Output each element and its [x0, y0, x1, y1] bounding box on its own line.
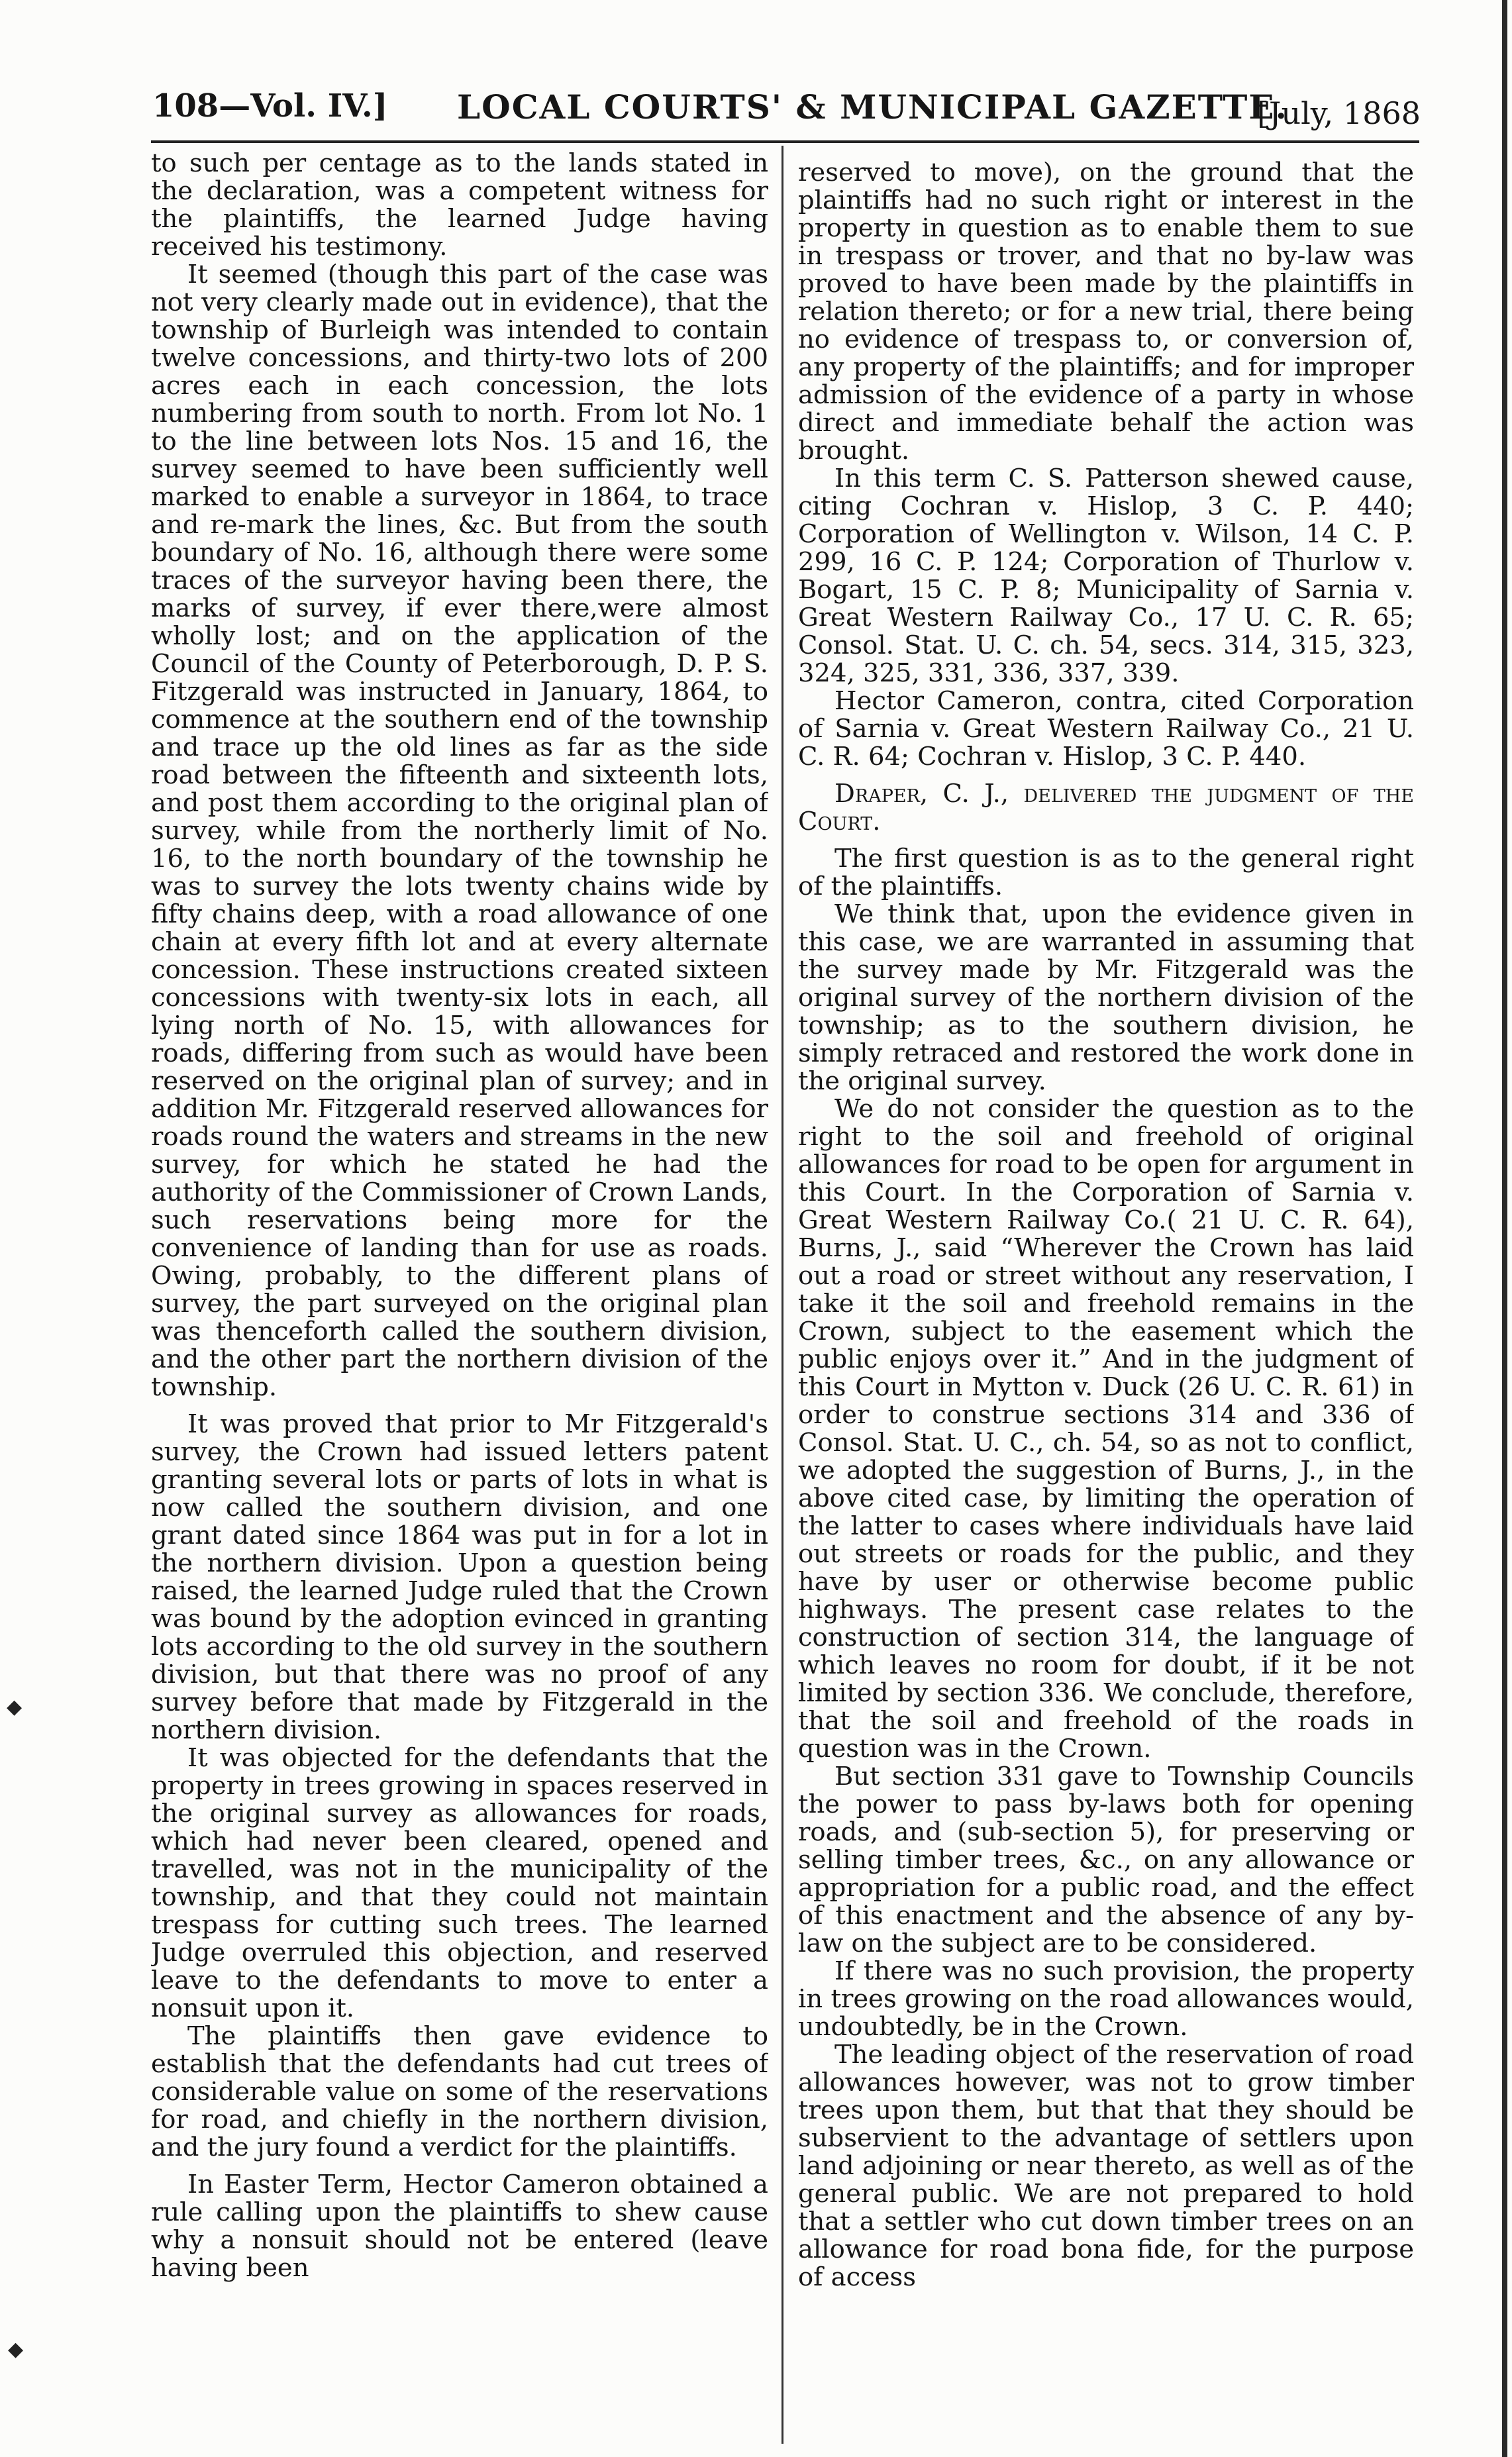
paragraph: It seemed (though this part of the case was not very clearly made out in evidence), that the township of Burleigh was intended to contain twelve concessions, and thirty-two lots of 200 acres each in each concession, the lots numbering from south to north. From lot No. 1 to the line between lots Nos. 15 and 16, the survey seemed to have been sufficiently well marked to enable a surveyor in 1864, to trace and re-mark the lines, &c. But from the south boundary of No. 16, although there were some traces of the surveyor having been there, the marks of survey, if ever there,were almost wholly lost; and on the application of the Council of the County of Peterborough, D. P. S. Fitzgerald was instructed in January, 1864, to commence at the southern end of the township and trace up the old lines as far as the side road between the fifteenth and sixteenth lots, and post them according to the original plan of survey, while from the northerly limit of No. 16, to the north boundary of the township he was to survey the lots twenty chains wide by fifty chains deep, with a road allowance of one chain at every fifth lot and at every alternate concession. These instructions created sixteen concessions with twenty-six lots in each, all lying north of No. 15, with allowances for roads, differing from such as would have been reserved on the original plan of survey; and in addition Mr. Fitzgerald reserved allowances for roads round the waters and streams in the new survey, for which he stated he had the authority of the Commissioner of Crown Lands, such reservations being more for the convenience of landing than for use as roads. Owing, probably, to the different plans of survey, the part surveyed on the original plan was thenceforth called the southern division, and the other part the northern division of the township.	[151, 260, 768, 1402]
paragraph: It was proved that prior to Mr Fitzgerald's survey, the Crown had issued letters patent granting several lots or parts of lots in what is now called the southern division, and one grant dated since 1864 was put in for a lot in the northern division. Upon a question being raised, the learned Judge ruled that the Crown was bound by the adoption evinced in granting lots according to the old survey in the southern division, but that there was no proof of any survey before that made by Fitzgerald in the northern division.	[151, 1409, 768, 1745]
paragraph: If there was no such provision, the property in trees growing on the road allowances would, undoubtedly, be in the Crown.	[798, 1956, 1414, 2042]
margin-mark-icon: ◆	[8, 2338, 24, 2361]
paragraph: In Easter Term, Hector Cameron obtained a rule calling upon the plaintiffs to shew cause why a nonsuit should not be entered (leave having been	[151, 2170, 768, 2283]
paragraph: We think that, upon the evidence given in this case, we are warranted in assuming that the survey made by Mr. Fitzgerald was the original survey of the northern division of the township; as to the southern division, he simply retraced and restored the work done in the original survey.	[798, 899, 1414, 1096]
paragraph: It was objected for the defendants that the property in trees growing in spaces reserved in the original survey as allowances for roads, which had never been cleared, opened and travelled, was not in the municipality of the township, and that they could not maintain trespass for cutting such trees. The learned Judge overruled this objection, and reserved leave to the defendants to move to enter a nonsuit upon it.	[151, 1743, 768, 2023]
margin-mark-icon: ◆	[7, 1695, 23, 1719]
page-number-volume: 108—Vol. IV.]	[152, 87, 388, 125]
paragraph: The plaintiffs then gave evidence to establish that the defendants had cut trees of considerable value on some of the reservations for road, and chiefly in the northern division, and the jury found a verdict for the plaintiffs.	[151, 2021, 768, 2162]
paragraph: Draper, C. J., delivered the judgment of the Court.	[798, 779, 1414, 836]
right-column	[798, 159, 1414, 2450]
paragraph: We do not consider the question as to the right to the soil and freehold of original allowances for road to be open for argument in this Court. In the Corporation of Sarnia v. Great Western Railway Co.( 21 U. C. R. 64), Burns, J., said “Wherever the Crown has laid out a road or street without any reservation, I take it the soil and freehold remains in the Crown, subject to the easement which the public enjoys over it.” And in the judgment of this Court in Mytton v. Duck (26 U. C. R. 61) in order to construe sections 314 and 336 of Consol. Stat. U. C., ch. 54, so as not to conflict, we adopted the suggestion of Burns, J., in the above cited case, by limiting the operation of the latter to cases where individuals have laid out streets or roads for the public, and they have by user or otherwise become public highways. The present case relates to the construction of section 314, the language of which leaves no room for doubt, if it be not limited by section 336. We conclude, therefore, that the soil and freehold of the roads in question was in the Crown.	[798, 1094, 1414, 1764]
paragraph: But section 331 gave to Township Councils the power to pass by-laws both for opening roads, and (sub-section 5), for preserving or selling timber trees, &c., on any allowance or appropriation for a public road, and the effect of this enactment and the absence of any by-law on the subject are to be considered.	[798, 1762, 1414, 1958]
paragraph: to such per centage as to the lands stated in the declaration, was a competent witness for the plaintiffs, the learned Judge having received his testimony.	[151, 150, 768, 262]
page-edge-shadow	[1502, 0, 1507, 2457]
journal-title: LOCAL COURTS' & MUNICIPAL GAZETTE.	[457, 87, 1288, 126]
paragraph: Hector Cameron, contra, cited Corporation of Sarnia v. Great Western Railway Co., 21 U. C. R. 64; Cochran v. Hislop, 3 C. P. 440.	[798, 686, 1414, 772]
column-divider	[781, 146, 783, 2444]
paragraph: In this term C. S. Patterson shewed cause, citing Cochran v. Hislop, 3 C. P. 440; Corporation of Wellington v. Wilson, 14 C. P. 299, 16 C. P. 124; Corporation of Thurlow v. Bogart, 15 C. P. 8; Municipality of Sarnia v. Great Western Railway Co., 17 U. C. R. 65; Consol. Stat. U. C. ch. 54, secs. 314, 315, 323, 324, 325, 331, 336, 337, 339.	[798, 464, 1414, 688]
header-rule	[151, 140, 1419, 143]
issue-date: [July, 1868	[1257, 95, 1421, 131]
paragraph: The first question is as to the general right of the plaintiffs.	[798, 844, 1414, 901]
page-header	[152, 69, 1421, 142]
paragraph: reserved to move), on the ground that the plaintiffs had no such right or interest in the property in question as to enable them to sue in trespass or trover, and that no by-law was proved to have been made by the plaintiffs in relation thereto; or for a new trial, there being no evidence of trespass to, or conversion of, any property of the plaintiffs; and for improper admission of the evidence of a party in whose direct and immediate behalf the action was brought.	[798, 159, 1414, 466]
left-column	[151, 150, 768, 2441]
paragraph: The leading object of the reservation of road allowances however, was not to grow timber trees upon them, but that that they should be subservient to the advantage of settlers upon land adjoining or near thereto, as well as of the general public. We are not prepared to hold that a settler who cut down timber trees on an allowance for road bona fide, for the purpose of access	[798, 2040, 1414, 2292]
